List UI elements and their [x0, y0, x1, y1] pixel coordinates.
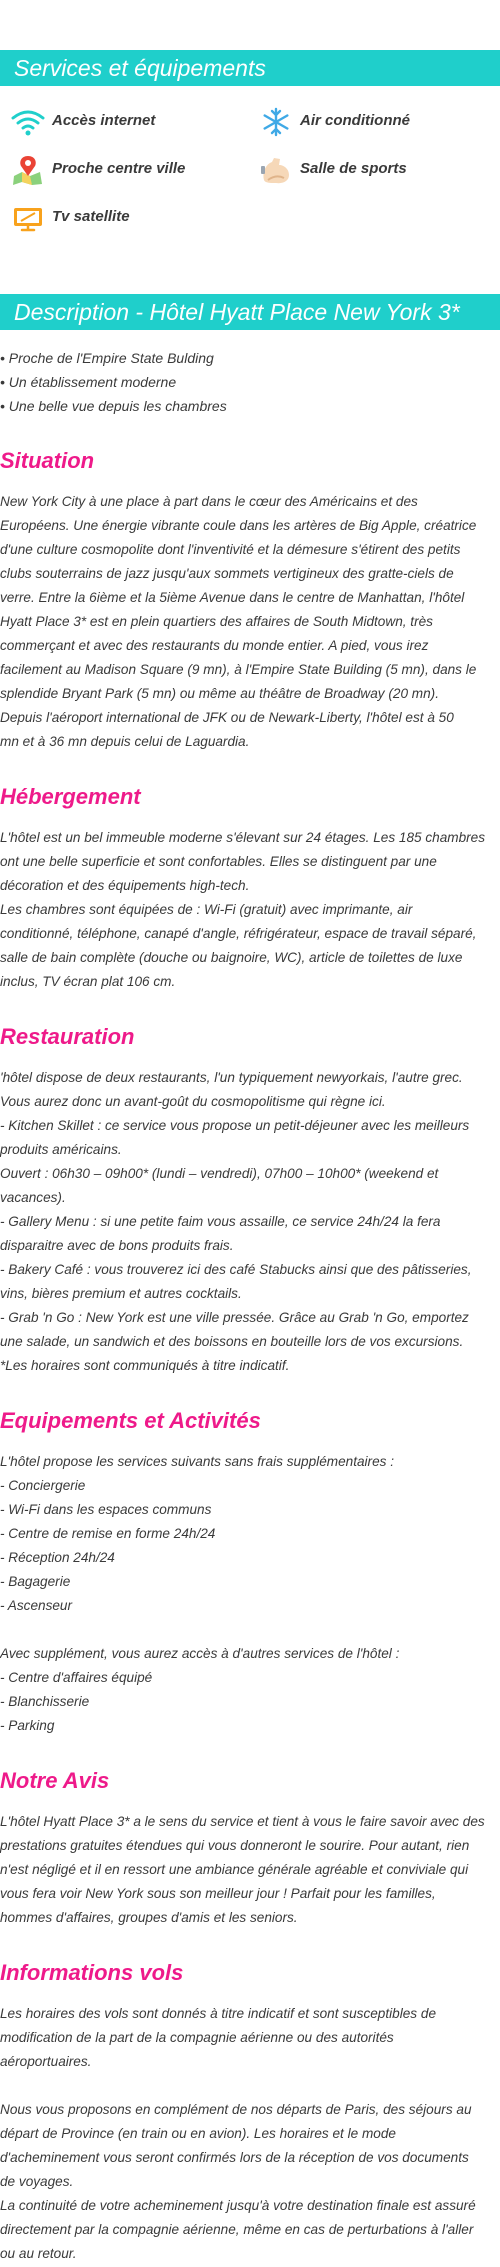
- text-line: vins, bières premium et autres cocktails.: [0, 1286, 242, 1301]
- service-item-center: [10, 154, 240, 188]
- map-pin-icon: [10, 154, 46, 186]
- text-line: n'est négligé et il en ressort une ambiance générale agréable et conviviale qui: [0, 1862, 469, 1877]
- text-line: de voyages.: [0, 2174, 74, 2189]
- service-item-aircon: [258, 106, 488, 140]
- text-line: Les horaires des vols sont donnés à titre indicatif et sont susceptibles de: [0, 2006, 437, 2021]
- text-line: - Ascenseur: [0, 1598, 73, 1613]
- text-line: aéroportuaires.: [0, 2054, 92, 2069]
- text-line: *Les horaires sont communiqués à titre indicatif.: [0, 1358, 290, 1373]
- section-title-vols: Informations vols: [0, 1960, 184, 1985]
- text-line: modification de la part de la compagnie aérienne ou des autorités: [0, 2030, 394, 2045]
- text-line: 'hôtel dispose de deux restaurants, l'un typiquement newyorkais, l'autre grec.: [0, 1070, 463, 1085]
- text-line: d'acheminement vous seront confirmés lors de la réception de vos documents: [0, 2150, 469, 2165]
- text-line: - Parking: [0, 1718, 55, 1733]
- text-line: verre. Entre la 6ième et la 5ième Avenue dans le centre de Manhattan, l'hôtel: [0, 590, 465, 605]
- bullet-item: • Un établissement moderne: [0, 374, 177, 390]
- text-line: L'hôtel est un bel immeuble moderne s'élevant sur 24 étages. Les 185 chambres: [0, 830, 486, 845]
- text-line: Avec supplément, vous aurez accès à d'autres services de l'hôtel :: [0, 1646, 400, 1661]
- section-text-vols: [0, 2002, 500, 2266]
- section-text-equipements: [0, 1450, 500, 1738]
- text-line: splendide Bryant Park (5 mn) ou même au théâtre de Broadway (20 mn).: [0, 686, 439, 701]
- section-text-situation: [0, 490, 500, 754]
- text-line: L'hôtel propose les services suivants sans frais supplémentaires :: [0, 1454, 394, 1469]
- service-label: Proche centre ville: [52, 160, 186, 177]
- service-item-internet: [10, 106, 240, 140]
- text-line: une salade, un sandwich et des boissons en bouteille lors de vos excursions.: [0, 1334, 464, 1349]
- text-line: La continuité de votre acheminement jusqu'à votre destination finale est assuré: [0, 2198, 476, 2213]
- section-text-hebergement: [0, 826, 500, 994]
- snowflake-icon: [258, 106, 294, 138]
- text-line: vacances).: [0, 1190, 66, 1205]
- text-line: - Blanchisserie: [0, 1694, 90, 1709]
- text-line: départ de Province (en train ou en avion). Les horaires et le mode: [0, 2126, 396, 2141]
- text-line: commerçant et avec des restaurants du monde entier. A pied, vous irez: [0, 638, 429, 653]
- text-line: New York City à une place à part dans le cœur des Américains et des: [0, 494, 418, 509]
- text-line: Depuis l'aéroport international de JFK ou de Newark-Liberty, l'hôtel est à 50: [0, 710, 454, 725]
- text-line: - Bakery Café : vous trouverez ici des café Stabucks ainsi que des pâtisseries,: [0, 1262, 472, 1277]
- text-line: - Kitchen Skillet : ce service vous propose un petit-déjeuner avec les meilleurs: [0, 1118, 470, 1133]
- bullet-item: • Proche de l'Empire State Bulding: [0, 350, 214, 366]
- text-line: prestations gratuites étendues qui vous donneront le sourire. Pour autant, rien: [0, 1838, 470, 1853]
- text-line: - Bagagerie: [0, 1574, 71, 1589]
- text-line: Les chambres sont équipées de : Wi-Fi (gratuit) avec imprimante, air: [0, 902, 413, 917]
- section-title-hebergement: Hébergement: [0, 784, 141, 809]
- text-line: - Grab 'n Go : New York est une ville pressée. Grâce au Grab 'n Go, emportez: [0, 1310, 469, 1325]
- section-text-restauration: [0, 1066, 500, 1378]
- text-line: mn et à 36 mn depuis celui de Laguardia.: [0, 734, 250, 749]
- text-line: - Gallery Menu : si une petite faim vous assaille, ce service 24h/24 la fera: [0, 1214, 441, 1229]
- service-label: Tv satellite: [52, 208, 130, 225]
- section-title-situation: Situation: [0, 448, 95, 473]
- tv-icon: [10, 202, 46, 234]
- services-banner: Services et équipements: [0, 50, 500, 86]
- text-line: - Wi-Fi dans les espaces communs: [0, 1502, 212, 1517]
- section-title-avis: Notre Avis: [0, 1768, 110, 1793]
- text-line: ont une belle superficie et sont confortables. Elles se distinguent par une: [0, 854, 437, 869]
- service-item-tv: [10, 202, 240, 236]
- text-line: L'hôtel Hyatt Place 3* a le sens du service et tient à vous le faire savoir avec des: [0, 1814, 485, 1829]
- text-line: d'une culture cosmopolite dont l'inventivité et la démesure s'étirent des petits: [0, 542, 461, 557]
- text-line: - Centre de remise en forme 24h/24: [0, 1526, 216, 1541]
- description-bullets: [0, 346, 227, 418]
- service-label: Accès internet: [52, 112, 156, 129]
- text-line: directement par la compagnie aérienne, même en cas de perturbations à l'aller: [0, 2222, 474, 2237]
- text-line: - Centre d'affaires équipé: [0, 1670, 153, 1685]
- service-label: Air conditionné: [300, 112, 410, 129]
- text-line: Nous vous proposons en complément de nos départs de Paris, des séjours au: [0, 2102, 472, 2117]
- text-line: disparaitre avec de bons produits frais.: [0, 1238, 234, 1253]
- text-line: [0, 1618, 500, 1642]
- text-line: Vous aurez donc un avant-goût du cosmopolitisme qui règne ici.: [0, 1094, 386, 1109]
- text-line: ou au retour.: [0, 2246, 77, 2261]
- text-line: décoration et des équipements high-tech.: [0, 878, 250, 893]
- text-line: Hyatt Place 3* est en plein quartiers des affaires de South Midtown, très: [0, 614, 433, 629]
- text-line: conditionné, téléphone, canapé d'angle, réfrigérateur, espace de travail séparé,: [0, 926, 477, 941]
- text-line: inclus, TV écran plat 106 cm.: [0, 974, 176, 989]
- section-title-equipements: Equipements et Activités: [0, 1408, 261, 1433]
- text-line: [0, 2074, 500, 2098]
- bullet-item: • Une belle vue depuis les chambres: [0, 398, 227, 414]
- text-line: hommes d'affaires, groupes d'amis et les seniors.: [0, 1910, 298, 1925]
- text-line: Européens. Une énergie vibrante coule dans les artères de Big Apple, créatrice: [0, 518, 477, 533]
- text-line: - Conciergerie: [0, 1478, 86, 1493]
- text-line: Ouvert : 06h30 – 09h00* (lundi – vendredi), 07h00 – 10h00* (weekend et: [0, 1166, 439, 1181]
- dumbbell-icon: [258, 154, 294, 186]
- text-line: - Réception 24h/24: [0, 1550, 115, 1565]
- text-line: clubs souterrains de jazz jusqu'aux sommets vertigineux des gratte-ciels de: [0, 566, 454, 581]
- description-banner: Description - Hôtel Hyatt Place New York 3*: [0, 294, 500, 330]
- text-line: salle de bain complète (douche ou baignoire, WC), article de toilettes de luxe: [0, 950, 463, 965]
- section-title-restauration: Restauration: [0, 1024, 135, 1049]
- section-text-avis: [0, 1810, 500, 1930]
- service-label: Salle de sports: [300, 160, 407, 177]
- text-line: facilement au Madison Square (9 mn), à l'Empire State Building (5 mn), dans le: [0, 662, 477, 677]
- text-line: vous fera voir New York sous son meilleur jour ! Parfait pour les familles,: [0, 1886, 436, 1901]
- service-item-gym: [258, 154, 488, 188]
- text-line: produits américains.: [0, 1142, 122, 1157]
- wifi-icon: [10, 106, 46, 138]
